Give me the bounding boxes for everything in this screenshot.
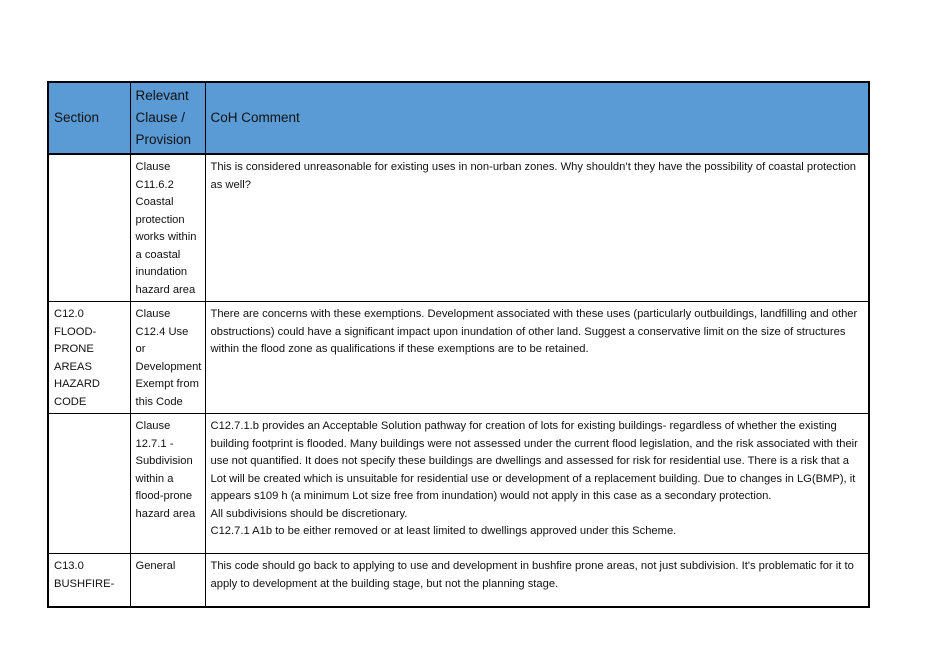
comment-paragraph: This is considered unreasonable for existing uses in non-urban zones. Why shouldn’t they have the possibility of coastal protection as well? — [210, 161, 857, 191]
comment-cell — [205, 414, 869, 554]
comment-paragraph: C12.7.1.b provides an Acceptable Solution pathway for creation of lots for existing buildings- regardless of whether the existing building footprint is flooded. Many buildings were not assessed under the current flood legislation, and the risk associated with their use not quantified. It does not specify these buildings are dwellings and assessed for risk for residential use. There is a risk that a Lot will be created which is unsuitable for residential use or development of a replacement building. Due to changes in LG(BMP), it appears s109 h (a minimum Lot size free from inundation) would not apply in this case as a secondary protection. — [210, 420, 858, 502]
comments-table — [47, 81, 870, 608]
section-cell: C12.0 FLOOD-PRONE AREAS HAZARD CODE — [48, 302, 130, 414]
table-row — [48, 554, 869, 607]
comment-paragraph: There are concerns with these exemptions. Development associated with these uses (particularly outbuildings, landfilling and other obstructions) could have a significant impact upon inundation of other land. Suggest a conservative limit on the size of structures within the flood zone as qualifications if these exemptions are to be retained. — [210, 308, 858, 355]
clause-cell: General — [130, 554, 205, 607]
comment-paragraph: C12.7.1 A1b to be either removed or at least limited to dwellings approved under this Scheme. — [210, 525, 677, 537]
header-section: Section — [48, 82, 130, 154]
comment-cell — [205, 154, 869, 302]
section-cell — [48, 414, 130, 554]
comment-cell — [205, 302, 869, 414]
header-clause: Relevant Clause / Provision — [130, 82, 205, 154]
table-row — [48, 154, 869, 302]
comment-cell — [205, 554, 869, 607]
table-row — [48, 414, 869, 554]
comment-paragraph: This code should go back to applying to use and development in bushfire prone areas, not just subdivision. It's problematic for it to apply to development at the building stage, but not the planning stage. — [210, 560, 854, 590]
clause-cell: Clause C11.6.2 Coastal protection works within a coastal inundation hazard area — [130, 154, 205, 302]
table-header-row — [48, 82, 869, 154]
comment-paragraph: All subdivisions should be discretionary. — [210, 507, 408, 520]
section-cell — [48, 154, 130, 302]
section-cell: C13.0 BUSHFIRE- — [48, 554, 130, 607]
table-row — [48, 302, 869, 414]
clause-cell: Clause 12.7.1 - Subdivision within a flood-prone hazard area — [130, 414, 205, 554]
header-comment: CoH Comment — [205, 82, 869, 154]
clause-cell: Clause C12.4 Use or Development Exempt from this Code — [130, 302, 205, 414]
